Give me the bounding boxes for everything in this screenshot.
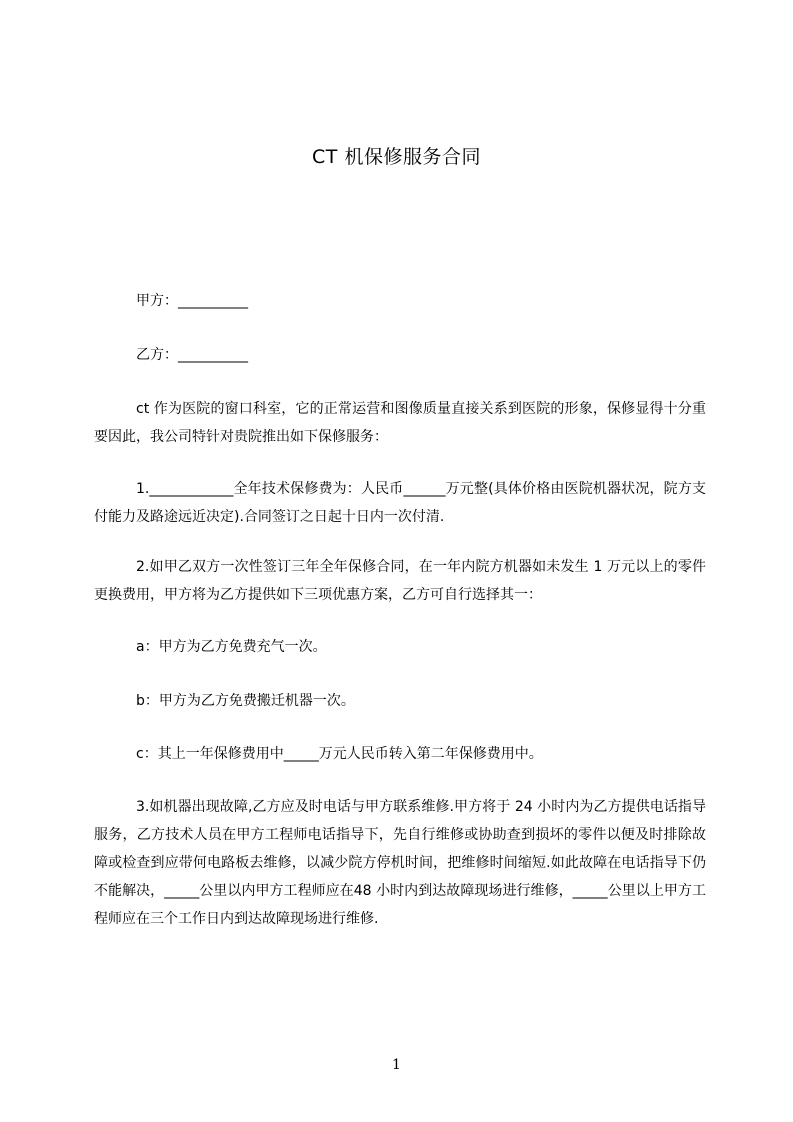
party-b-line: 乙方：__________ [136, 347, 248, 363]
clause-3-paragraph: 3.如机器出现故障,乙方应及时电话与甲方联系维修.甲方将于 24 小时内为乙方提供电话指导服务，乙方技术人员在甲方工程师电话指导下，先自行维修或协助查到损坏的零件以便及时排除故障或检查到应带何电路板去维修，以减少院方停机时间，把维修时间缩短.如此故障在电话指导下仍不能解决，_____公里以内甲方工程师应在48 小时内到达故障现场进行维修，_____公里以上甲方工程师应在三个工作日内到达故障现场进行维修. [94, 799, 706, 927]
document-title: CT 机保修服务合同 [312, 146, 481, 168]
intro-paragraph: ct 作为医院的窗口科室，它的正常运营和图像质量直接关系到医院的形象，保修显得十分重要因此，我公司特针对贵院推出如下保修服务： [94, 401, 706, 445]
page-number: 1 [392, 1057, 401, 1073]
option-b-line: b：甲方为乙方免费搬迁机器一次。 [136, 693, 355, 709]
clause-1-paragraph: 1.____________全年技术保修费为：人民币______万元整(具体价格由医院机器状况，院方支付能力及路途远近决定).合同签订之日起十日内一次付清. [94, 481, 706, 525]
party-a-line: 甲方：__________ [136, 293, 248, 309]
option-c-line: c：其上一年保修费用中_____万元人民币转入第二年保修费用中。 [136, 746, 543, 762]
clause-2-paragraph: 2.如甲乙双方一次性签订三年全年保修合同，在一年内院方机器如未发生 1 万元以上的零件更换费用，甲方将为乙方提供如下三项优惠方案，乙方可自行选择其一： [94, 559, 706, 603]
option-a-line: a：甲方为乙方免费充气一次。 [136, 639, 327, 655]
